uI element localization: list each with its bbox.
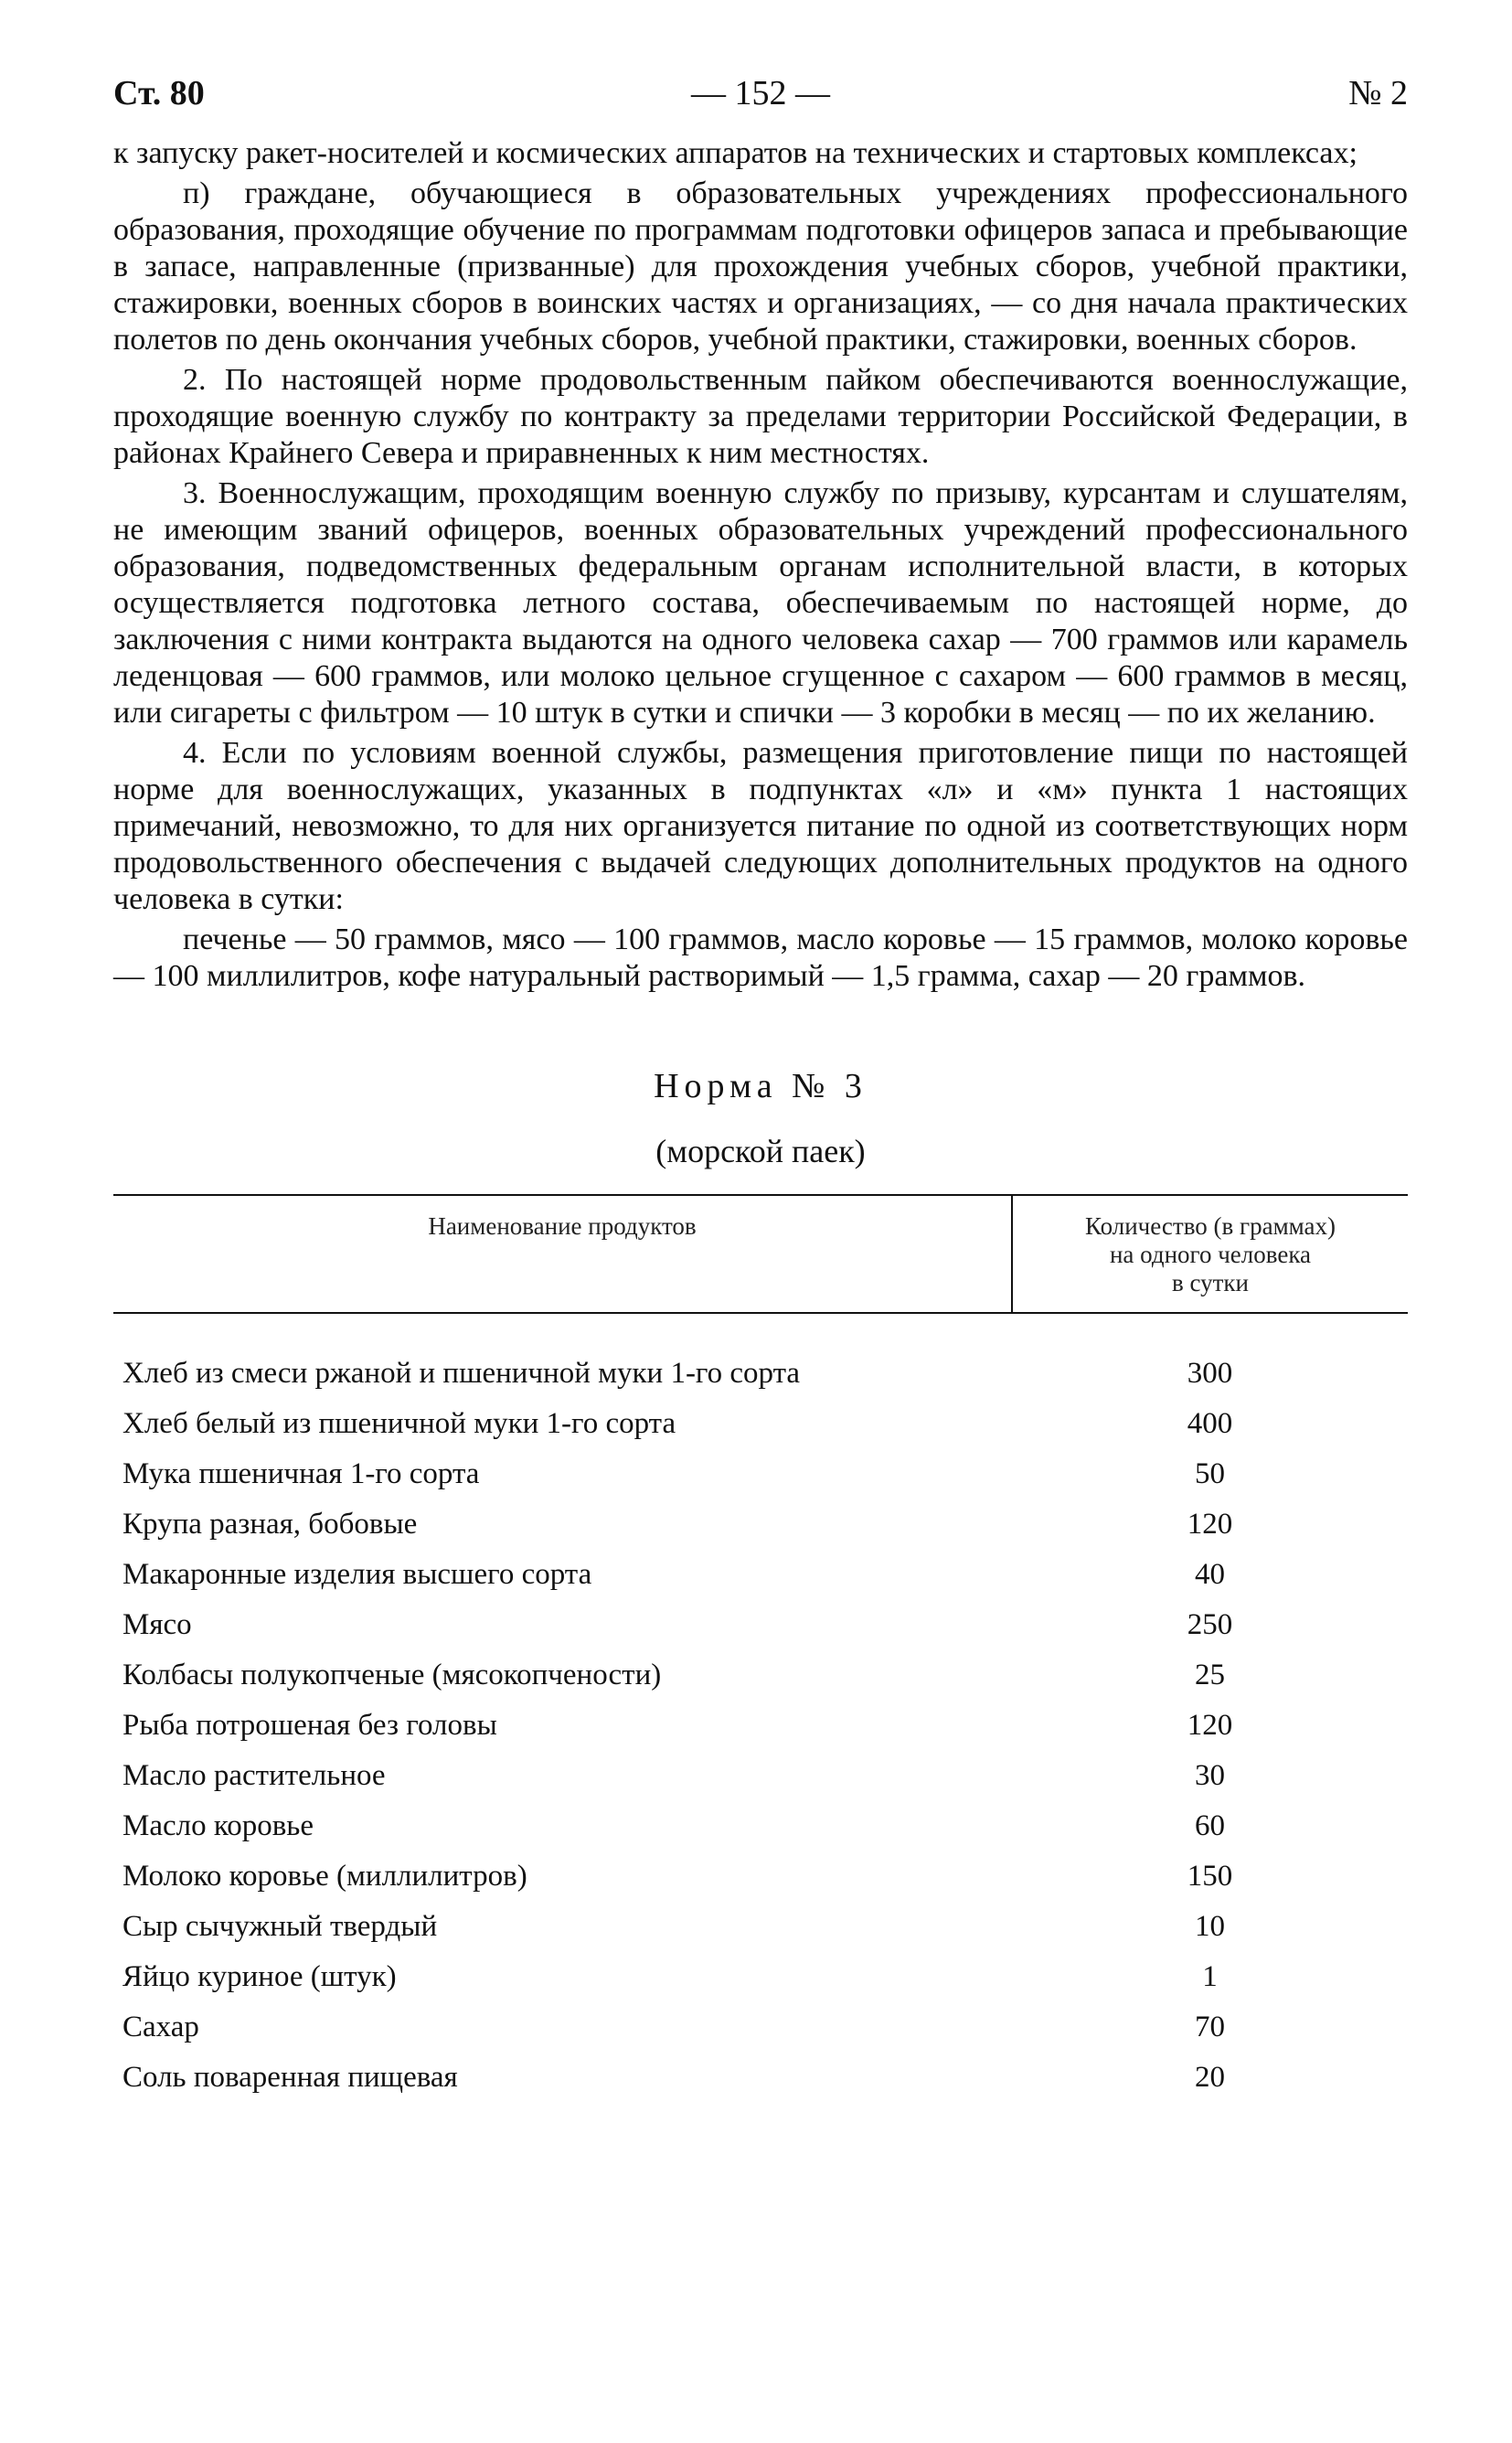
table-row (113, 1751, 1408, 1801)
table-spacer-row (113, 1313, 1408, 1349)
paragraph: 3. Военнослужащим, проходящим военную службу по призыву, курсантам и слушателям, не имеющим званий офицеров, военных образовательных учреждений профессионального образования, подведомственных федеральным органам исполнительной власти, в которых осуществляется подготовка летного состава, обеспечиваемым по настоящей норме, до заключения с ними контракта выдаются на одного человека сахар — 700 граммов или карамель леденцовая — 600 граммов, или молоко цельное сгущенное с сахаром — 600 граммов в месяц, или сигареты с фильтром — 10 штук в сутки и спички — 3 коробки в месяц — по их желанию. (113, 476, 1408, 730)
product-quantity: 25 (1195, 1659, 1225, 1691)
paragraph: печенье — 50 граммов, мясо — 100 граммов, масло коровье — 15 граммов, молоко коровье — 100 миллилитров, кофе натуральный растворимый — 1,5 грамма, сахар — 20 граммов. (113, 923, 1408, 993)
page-number: — 152 — (691, 74, 830, 112)
product-quantity: 400 (1187, 1407, 1233, 1440)
table-row (113, 1701, 1408, 1751)
product-name: Молоко коровье (миллилитров) (122, 1860, 527, 1893)
product-quantity: 20 (1195, 2061, 1225, 2094)
product-name: Соль поваренная пищевая (122, 2061, 458, 2094)
table-row (113, 2053, 1408, 2103)
table-row (113, 1550, 1408, 1600)
body-text (113, 135, 1408, 995)
product-name: Рыба потрошеная без головы (122, 1709, 497, 1742)
paragraph: 2. По настоящей норме продовольственным пайком обеспечиваются военнослужащие, проходящие военную службу по контракту за пределами территории Российской Федерации, в районах Крайнего Севера и приравненных к ним местностях. (113, 363, 1408, 470)
paragraph: 4. Если по условиям военной службы, размещения приготовление пищи по настоящей норме для военнослужащих, указанных в подпунктах «л» и «м» пункта 1 настоящих примечаний, невозможно, то для них организуется питание по одной из соответствующих норм продовольственного обеспечения с выдачей следующих дополнительных продуктов на одного человека в сутки: (113, 736, 1408, 916)
product-quantity: 50 (1195, 1457, 1225, 1490)
table-row (113, 1902, 1408, 1952)
table-row (113, 1851, 1408, 1902)
product-name: Масло растительное (122, 1759, 386, 1792)
product-quantity: 150 (1187, 1860, 1233, 1893)
product-quantity: 30 (1195, 1759, 1225, 1792)
product-quantity: 300 (1187, 1357, 1233, 1390)
norm-table (113, 1194, 1408, 2103)
page-header (113, 73, 1408, 123)
table-row (113, 1801, 1408, 1851)
product-name: Сыр сычужный твердый (122, 1910, 438, 1943)
norm-subtitle: (морской паек) (655, 1133, 866, 1169)
product-name: Крупа разная, бобовые (122, 1508, 418, 1541)
product-name: Колбасы полукопченые (мясокопчености) (122, 1659, 662, 1691)
paragraph: п) граждане, обучающиеся в образовательных учреждениях профессионального образования, проходящие обучение по программам подготовки офицеров запаса и пребывающие в запасе, направленные (призванные) для прохождения учебных сборов, учебной практики, стажировки, военных сборов в воинских частях и организациях, — со дня начала практических полетов по день окончания учебных сборов, учебной практики, стажировки, военных сборов. (113, 176, 1408, 357)
column-header-name: Наименование продуктов (113, 1195, 1012, 1313)
table-row (113, 2002, 1408, 2053)
table-row (113, 1499, 1408, 1550)
issue-number: № 2 (1348, 74, 1408, 112)
norm-title: Норма № 3 (654, 1067, 868, 1105)
article-number: Ст. 80 (113, 74, 205, 112)
product-quantity: 40 (1195, 1558, 1225, 1591)
product-quantity: 120 (1187, 1709, 1233, 1742)
table-row (113, 1399, 1408, 1449)
product-quantity: 60 (1195, 1809, 1225, 1842)
column-header-quantity (1012, 1195, 1408, 1313)
norm-table-body (113, 1313, 1408, 2103)
document-page (113, 73, 1408, 2103)
column-header-quantity-line: на одного человека (1109, 1241, 1312, 1268)
product-name: Мука пшеничная 1-го сорта (122, 1457, 480, 1490)
product-name: Сахар (122, 2011, 199, 2043)
table-row (113, 1349, 1408, 1399)
column-header-quantity-line: Количество (в граммах) (1084, 1212, 1336, 1240)
table-header-row (113, 1195, 1408, 1313)
product-quantity: 1 (1202, 1960, 1218, 1993)
product-name: Масло коровье (122, 1809, 314, 1842)
product-name: Мясо (122, 1608, 192, 1641)
table-row (113, 1650, 1408, 1701)
paragraph: к запуску ракет-носителей и космических аппаратов на технических и стартовых комплексах; (113, 136, 1358, 170)
product-quantity: 120 (1187, 1508, 1233, 1541)
table-row (113, 1449, 1408, 1499)
column-header-quantity-line: в сутки (1172, 1269, 1249, 1296)
table-row (113, 1600, 1408, 1650)
product-name: Макаронные изделия высшего сорта (122, 1558, 592, 1591)
product-quantity: 250 (1187, 1608, 1233, 1641)
table-row (113, 1952, 1408, 2002)
product-quantity: 10 (1195, 1910, 1225, 1943)
product-name: Хлеб из смеси ржаной и пшеничной муки 1-го сорта (122, 1357, 801, 1390)
product-name: Хлеб белый из пшеничной муки 1-го сорта (122, 1407, 676, 1440)
product-name: Яйцо куриное (штук) (122, 1960, 397, 1993)
product-quantity: 70 (1195, 2011, 1225, 2043)
